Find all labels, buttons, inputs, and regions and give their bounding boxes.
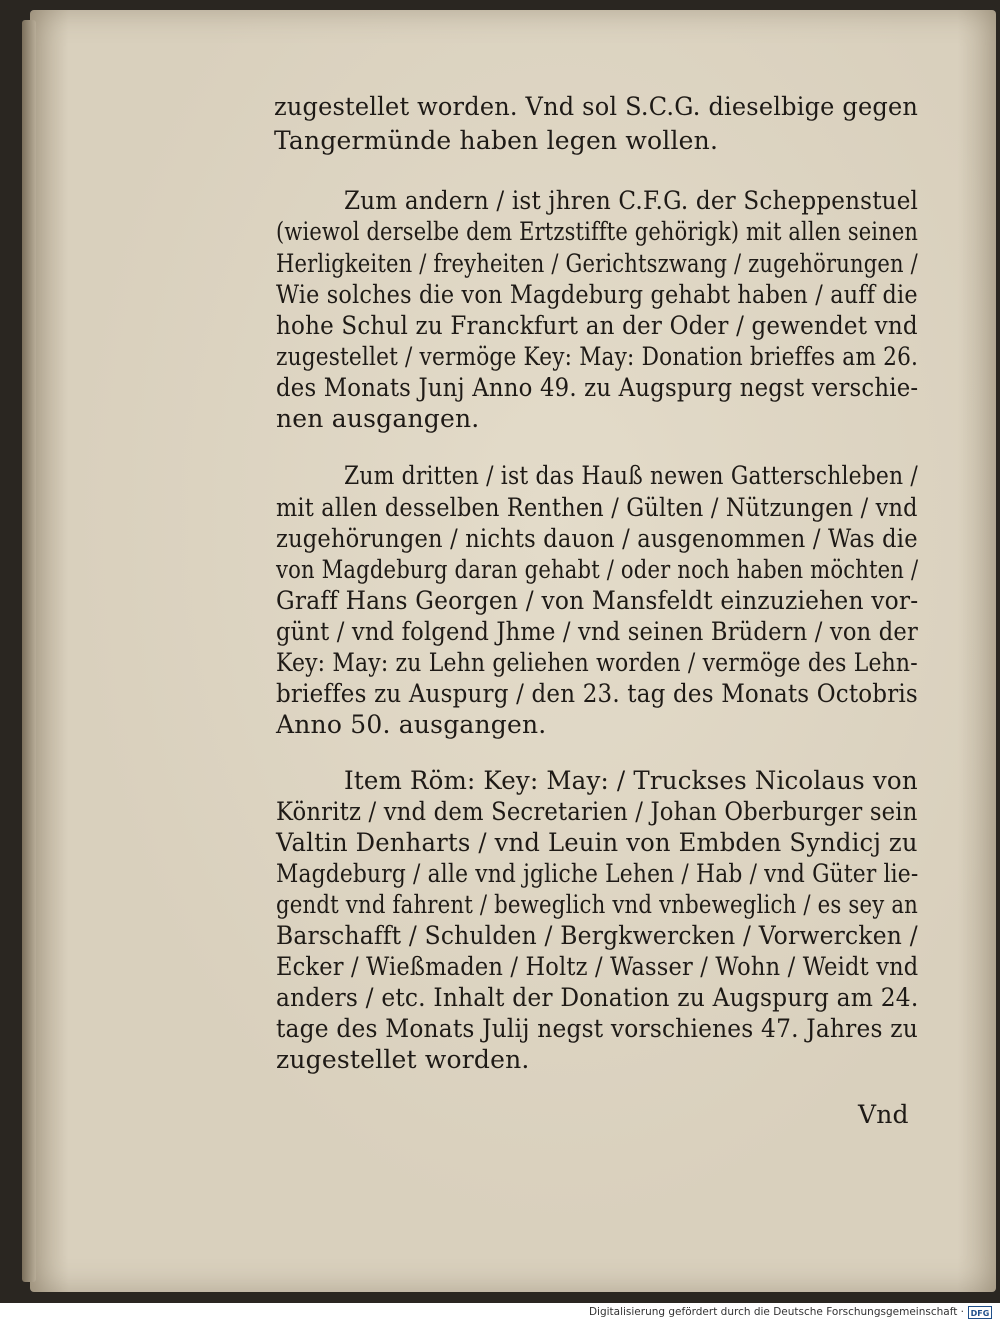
text-line: zugestellet worden. (276, 1045, 530, 1074)
page-gutter (22, 20, 36, 1282)
text-line: Graff Hans Georgen / von Mansfeldt einzuziehen vor- (276, 586, 919, 615)
text-line: Zum dritten / ist das Hauß newen Gatterschleben / (344, 461, 918, 490)
text-line: mit allen desselben Renthen / Gülten / Nützungen / vnd (276, 493, 918, 522)
catchword: Vnd (858, 1100, 909, 1129)
text-line: Könritz / vnd dem Secretarien / Johan Oberburger sein (276, 797, 918, 826)
text-line: tage des Monats Julij negst vorschienes 47. Jahres zu (276, 1014, 918, 1043)
text-line: Anno 50. ausgangen. (276, 710, 547, 739)
text-line: zugestellet worden. Vnd sol S.C.G. dieselbige gegen (274, 92, 919, 121)
footer-bar (0, 1303, 1000, 1323)
text-line: Herligkeiten / freyheiten / Gerichtszwang / zugehörungen / (276, 249, 918, 278)
dfg-logo-icon: DFG (968, 1306, 992, 1319)
text-line: nen ausgangen. (276, 404, 480, 433)
text-line: Wie solches die von Magdeburg gehabt haben / auff die (276, 280, 918, 309)
text-line: anders / etc. Inhalt der Donation zu Augspurg am 24. (276, 983, 919, 1012)
text-line: Key: May: zu Lehn geliehen worden / vermöge des Lehn- (276, 648, 918, 677)
text-line: des Monats Junj Anno 49. zu Augspurg negst verschie- (276, 373, 919, 402)
text-line: Barschafft / Schulden / Bergkwercken / Vorwercken / (276, 921, 918, 950)
text-line: (wiewol derselbe dem Ertzstiffte gehörigk) mit allen seinen (276, 217, 919, 246)
text-line: Tangermünde haben legen wollen. (274, 126, 719, 155)
text-line: Ecker / Wießmaden / Holtz / Wasser / Wohn / Weidt vnd (276, 952, 919, 981)
text-line: hohe Schul zu Franckfurt an der Oder / gewendet vnd (276, 311, 918, 340)
text-line: günt / vnd folgend Jhme / vnd seinen Brüdern / von der (276, 617, 918, 646)
text-line: zugestellet / vermöge Key: May: Donation brieffes am 26. (276, 342, 919, 371)
funding-notice: Digitalisierung gefördert durch die Deutsche Forschungsgemeinschaft · (588, 1306, 964, 1318)
text-line: gendt vnd fahrent / beweglich vnd vnbeweglich / es sey an (276, 890, 919, 919)
text-line: Magdeburg / alle vnd jgliche Lehen / Hab / vnd Güter lie- (276, 859, 919, 888)
text-line: Zum andern / ist jhren C.F.G. der Scheppenstuel (344, 186, 919, 215)
text-line: brieffes zu Auspurg / den 23. tag des Monats Octobris (276, 679, 918, 708)
text-line: zugehörungen / nichts dauon / ausgenommen / Was die (276, 524, 918, 553)
text-line: Item Röm: Key: May: / Truckses Nicolaus von (344, 766, 918, 795)
text-line: Valtin Denharts / vnd Leuin von Embden Syndicj zu (276, 828, 918, 857)
text-line: von Magdeburg daran gehabt / oder noch haben möchten / (276, 555, 919, 584)
